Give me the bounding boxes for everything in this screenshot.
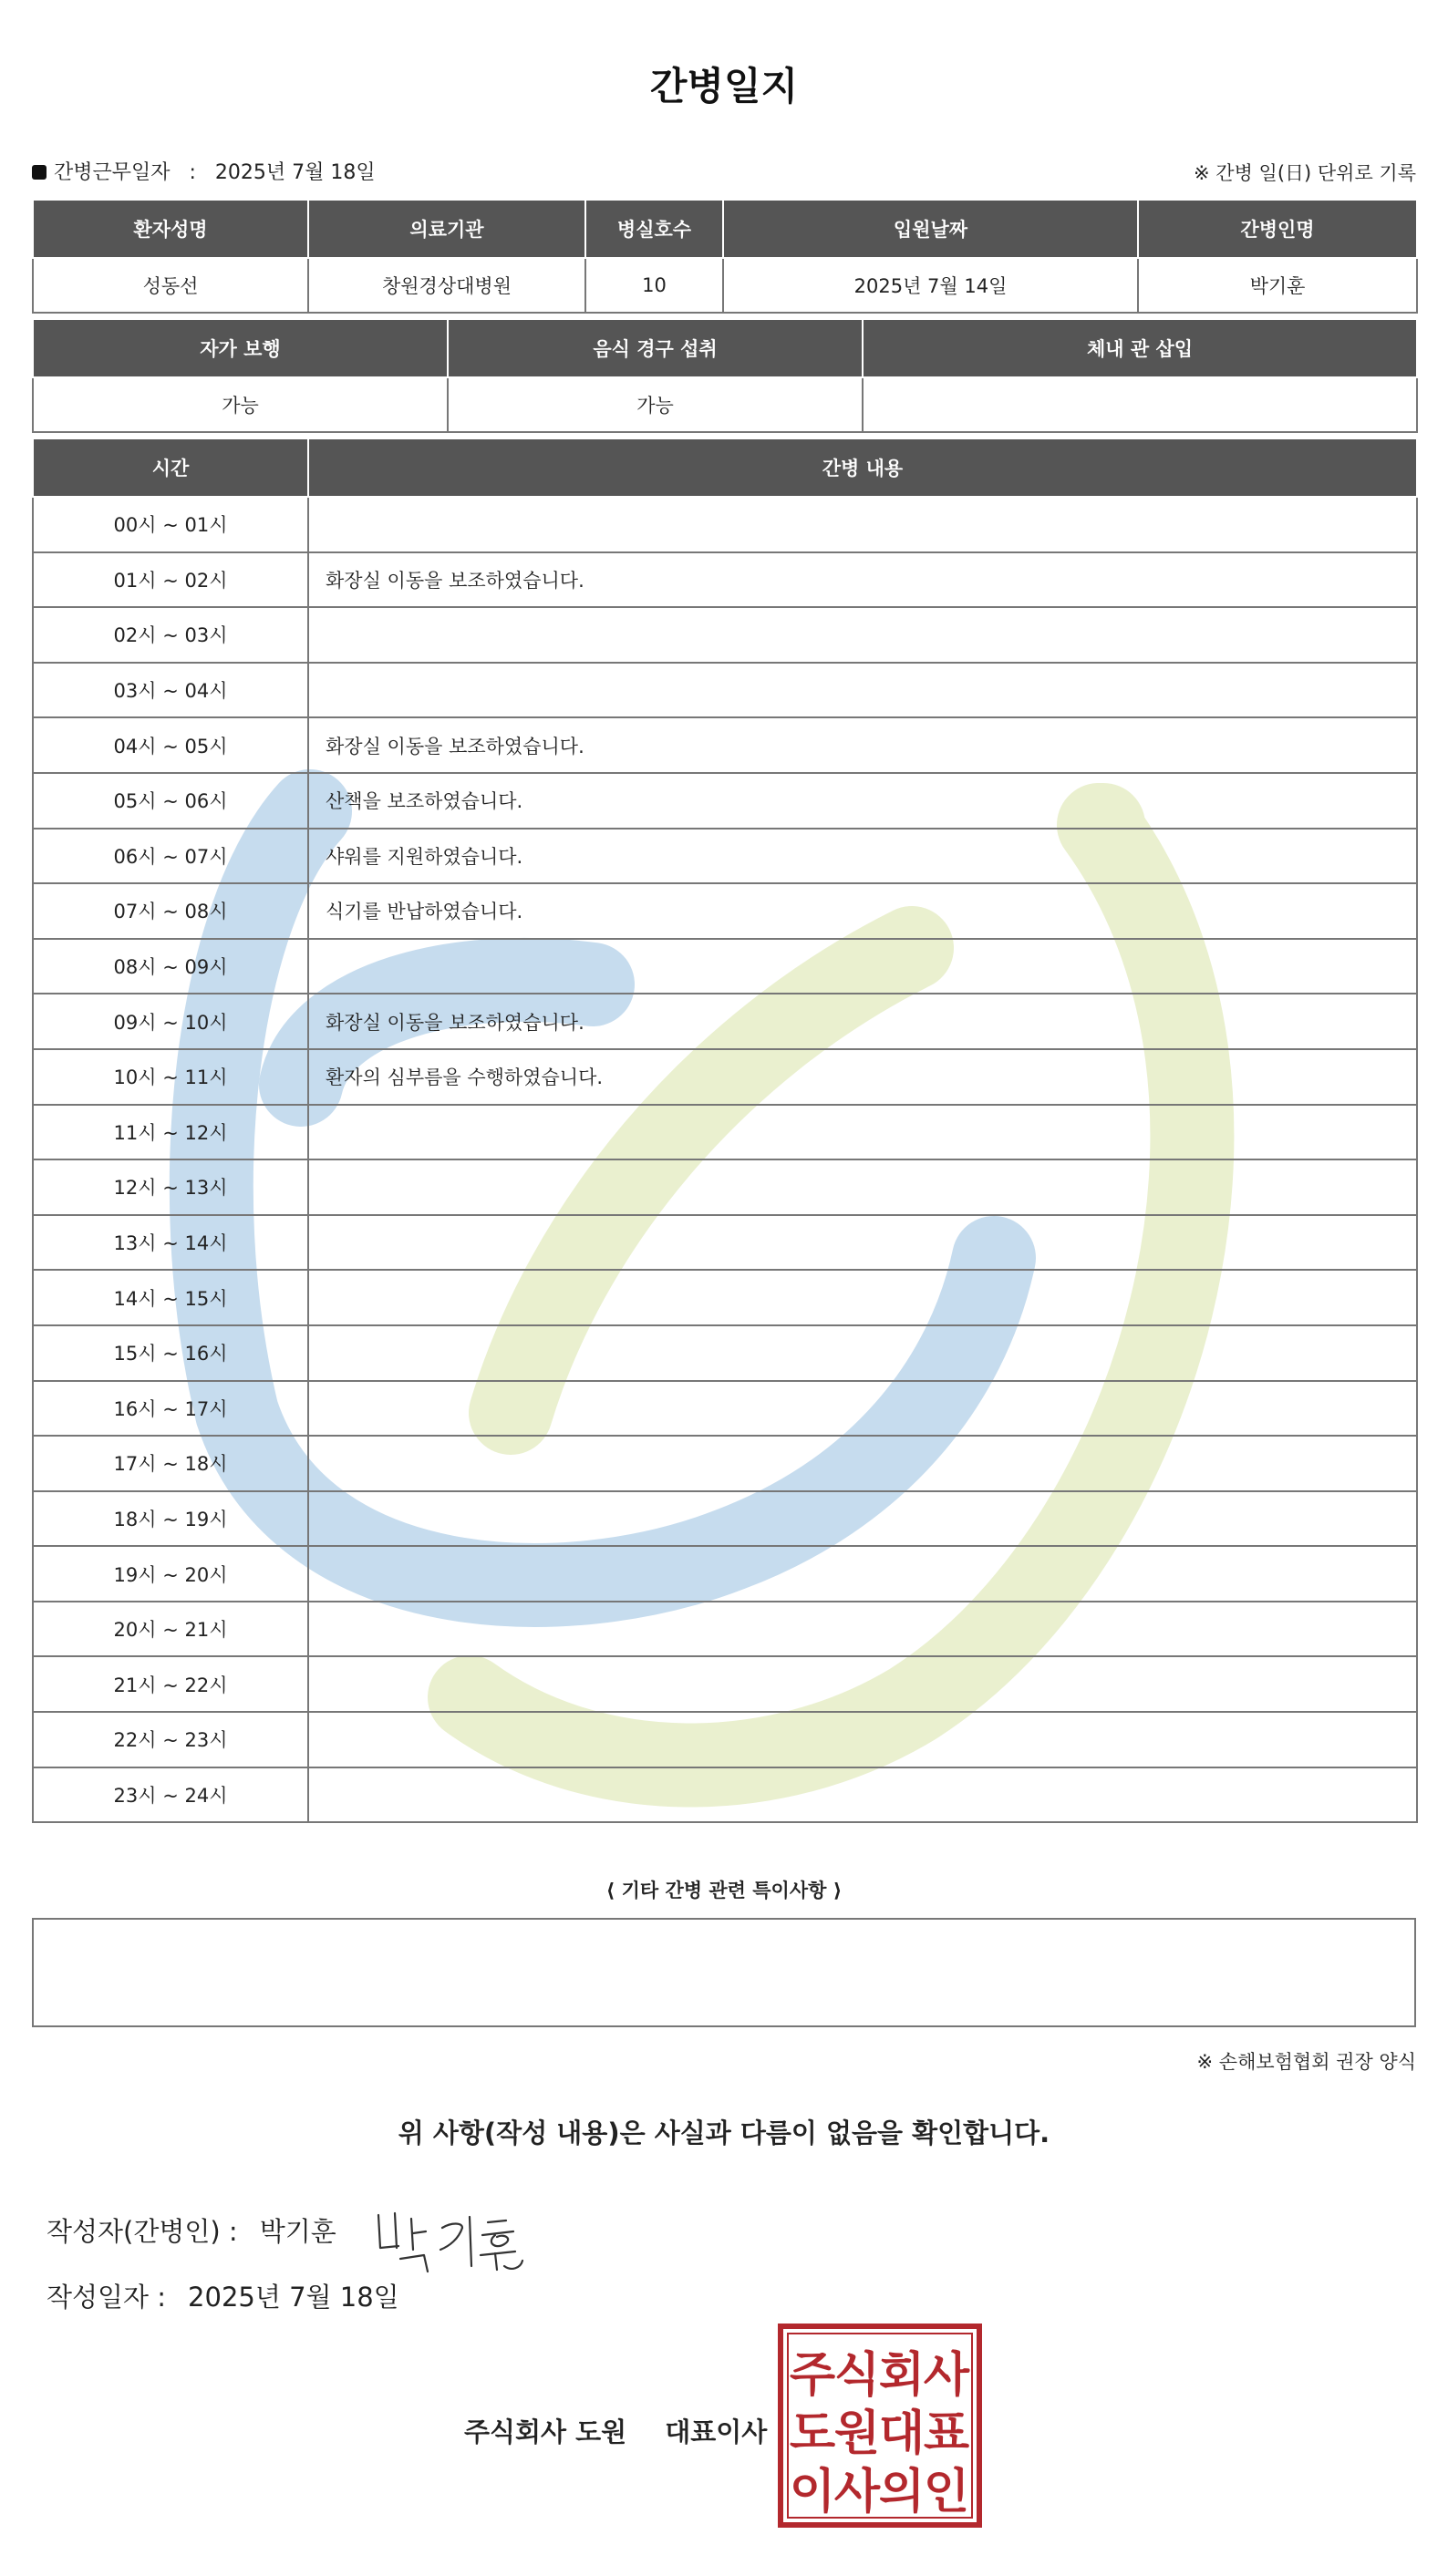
header-hospital: 의료기관 [308, 201, 585, 258]
time-cell: 17시 ~ 18시 [33, 1436, 308, 1491]
page-title: 간병일지 [649, 64, 799, 108]
svg-text:주: 주 [789, 2348, 836, 2403]
care-content-cell [308, 607, 1417, 663]
table-row [33, 1215, 1417, 1271]
care-content-cell [308, 1270, 1417, 1325]
time-cell: 12시 ~ 13시 [33, 1159, 308, 1215]
header-oral-intake: 음식 경구 섭취 [448, 320, 863, 377]
table-row [33, 1767, 1417, 1823]
header-admission-date: 입원날짜 [723, 201, 1138, 258]
company-name: 주식회사 도원 [464, 2416, 627, 2447]
time-cell: 21시 ~ 22시 [33, 1656, 308, 1712]
care-content-cell: 화장실 이동을 보조하였습니다. [308, 552, 1417, 608]
handwritten-signature [367, 2195, 550, 2277]
svg-text:사: 사 [923, 2348, 970, 2403]
header-walking: 자가 보행 [33, 320, 448, 377]
care-log-table [32, 439, 1418, 1823]
table-row [33, 717, 1417, 773]
table-row [33, 1712, 1417, 1767]
table-row [33, 1546, 1417, 1602]
header-caregiver-name: 간병인명 [1138, 201, 1417, 258]
time-cell: 23시 ~ 24시 [33, 1767, 308, 1823]
care-content-cell [308, 1381, 1417, 1437]
care-content-cell [308, 1105, 1417, 1160]
care-content-cell [308, 1215, 1417, 1271]
table-row [33, 1436, 1417, 1491]
care-content-cell: 식기를 반납하였습니다. [308, 883, 1417, 939]
work-date-line [32, 157, 376, 185]
time-cell: 13시 ~ 14시 [33, 1215, 308, 1271]
table-row [33, 829, 1417, 884]
time-cell: 14시 ~ 15시 [33, 1270, 308, 1325]
time-cell: 10시 ~ 11시 [33, 1049, 308, 1105]
written-date-label: 작성일자 : [47, 2282, 167, 2313]
patient-status-table [32, 320, 1418, 433]
confirmation-statement: 위 사항(작성 내용)은 사실과 다름이 없음을 확인합니다. [398, 2117, 1050, 2148]
caregiver-name: 박기훈 [1138, 258, 1417, 313]
table-row [33, 1602, 1417, 1657]
care-content-cell [308, 1546, 1417, 1602]
care-content-cell [308, 1712, 1417, 1767]
table-row [33, 663, 1417, 718]
svg-text:도: 도 [789, 2406, 836, 2461]
table-row [33, 1381, 1417, 1437]
header-care-content: 간병 내용 [308, 439, 1417, 497]
company-seal-stamp [777, 2323, 983, 2529]
unit-note: ※ 간병 일(日) 단위로 기록 [1194, 162, 1416, 184]
writer-line [47, 2211, 336, 2249]
svg-text:회: 회 [878, 2348, 926, 2403]
care-content-cell [308, 1767, 1417, 1823]
table-row [33, 1656, 1417, 1712]
header-patient-name: 환자성명 [33, 201, 308, 258]
work-date-separator: : [189, 161, 196, 184]
svg-text:표: 표 [923, 2406, 970, 2461]
time-cell: 16시 ~ 17시 [33, 1381, 308, 1437]
written-date-line [47, 2277, 399, 2314]
table-row [33, 1159, 1417, 1215]
time-cell: 04시 ~ 05시 [33, 717, 308, 773]
time-cell: 11시 ~ 12시 [33, 1105, 308, 1160]
time-cell: 03시 ~ 04시 [33, 663, 308, 718]
work-date-value: 2025년 7월 18일 [214, 161, 376, 184]
work-date-label: 간병근무일자 [54, 161, 171, 184]
care-content-cell: 화장실 이동을 보조하였습니다. [308, 717, 1417, 773]
table-row [33, 939, 1417, 994]
svg-text:의: 의 [878, 2465, 926, 2519]
svg-text:대: 대 [878, 2406, 926, 2461]
care-content-cell [308, 1656, 1417, 1712]
time-cell: 22시 ~ 23시 [33, 1712, 308, 1767]
care-content-cell [308, 1602, 1417, 1657]
care-content-cell [308, 663, 1417, 718]
table-row [33, 1049, 1417, 1105]
hospital-name: 창원경상대병원 [308, 258, 585, 313]
care-content-cell [308, 1491, 1417, 1547]
svg-text:이: 이 [789, 2465, 836, 2519]
time-cell: 05시 ~ 06시 [33, 773, 308, 829]
ceo-label: 대표이사 [665, 2416, 768, 2447]
walking-status: 가능 [33, 377, 448, 432]
care-content-cell: 환자의 심부름을 수행하였습니다. [308, 1049, 1417, 1105]
time-cell: 18시 ~ 19시 [33, 1491, 308, 1547]
time-cell: 15시 ~ 16시 [33, 1325, 308, 1381]
header-tube-insertion: 체내 관 삽입 [863, 320, 1417, 377]
care-content-cell [308, 1325, 1417, 1381]
oral-intake-status: 가능 [448, 377, 863, 432]
time-cell: 01시 ~ 02시 [33, 552, 308, 608]
patient-name: 성동선 [33, 258, 308, 313]
writer-name: 박기훈 [259, 2216, 336, 2247]
writer-label: 작성자(간병인) : [47, 2216, 238, 2247]
table-row [33, 883, 1417, 939]
table-row [33, 773, 1417, 829]
patient-info-table [32, 201, 1418, 314]
time-cell: 06시 ~ 07시 [33, 829, 308, 884]
svg-text:사: 사 [833, 2465, 881, 2519]
company-line [464, 2412, 767, 2449]
table-row [33, 1270, 1417, 1325]
table-row [33, 552, 1417, 608]
time-cell: 02시 ~ 03시 [33, 607, 308, 663]
tube-insertion-status [863, 377, 1417, 432]
header-room-number: 병실호수 [585, 201, 723, 258]
special-notes-title: ⟨ 기타 간병 관련 특이사항 ⟩ [605, 1880, 843, 1901]
recommended-form-note: ※ 손해보험협회 권장 양식 [1196, 2051, 1416, 2073]
time-cell: 20시 ~ 21시 [33, 1602, 308, 1657]
written-date-value: 2025년 7월 18일 [188, 2282, 399, 2313]
care-content-cell [308, 1436, 1417, 1491]
time-cell: 00시 ~ 01시 [33, 497, 308, 552]
care-content-cell: 화장실 이동을 보조하였습니다. [308, 994, 1417, 1049]
care-content-cell [308, 1159, 1417, 1215]
table-row [33, 607, 1417, 663]
svg-text:원: 원 [833, 2406, 881, 2461]
admission-date: 2025년 7월 14일 [723, 258, 1138, 313]
special-notes-box [32, 1918, 1416, 2027]
room-number: 10 [585, 258, 723, 313]
time-cell: 08시 ~ 09시 [33, 939, 308, 994]
care-content-cell [308, 497, 1417, 552]
table-row [33, 1105, 1417, 1160]
square-bullet-icon [32, 165, 47, 180]
table-row [33, 994, 1417, 1049]
time-cell: 19시 ~ 20시 [33, 1546, 308, 1602]
care-content-cell [308, 939, 1417, 994]
table-row [33, 1325, 1417, 1381]
svg-text:인: 인 [923, 2465, 970, 2519]
time-cell: 07시 ~ 08시 [33, 883, 308, 939]
table-row [33, 497, 1417, 552]
care-content-cell: 산책을 보조하였습니다. [308, 773, 1417, 829]
time-cell: 09시 ~ 10시 [33, 994, 308, 1049]
header-time: 시간 [33, 439, 308, 497]
svg-text:식: 식 [833, 2348, 881, 2403]
table-row [33, 1491, 1417, 1547]
care-content-cell: 샤워를 지원하였습니다. [308, 829, 1417, 884]
